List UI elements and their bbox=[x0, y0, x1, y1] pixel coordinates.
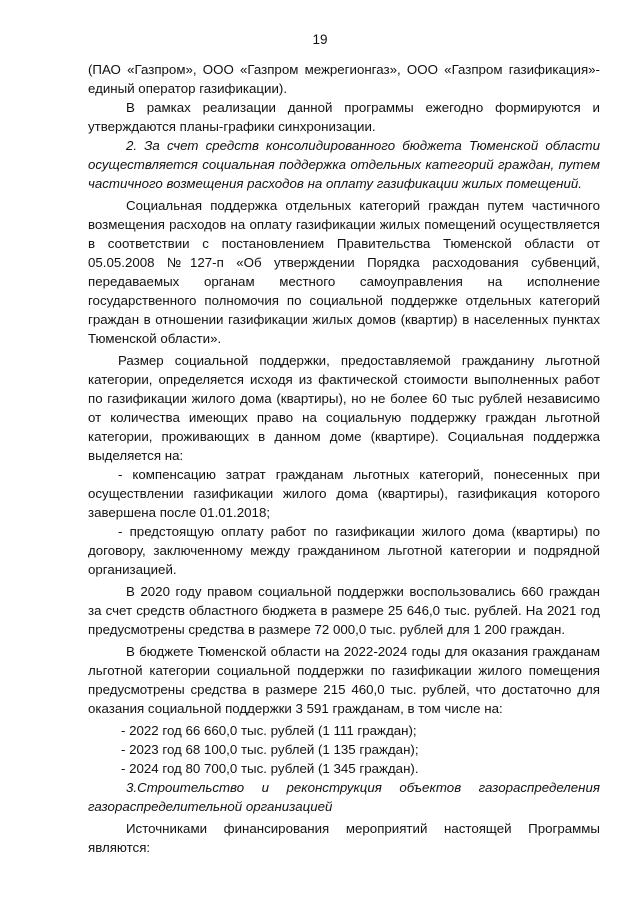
paragraph-legal-basis: Социальная поддержка отдельных категорий граждан путем частичного возмещения расходов на оплату газификации жилых помещений осуществляется в соответствии с постановлением Правительства Тюменской области от 05.05.2008 №127-п «Об утверждении Порядка расходования субвенций, передаваемых органам местного самоуправления на исполнение государственного полномочия по социальной поддержке отдельных категорий граждан в отношении газификации жилых домов (квартир) в населенных пунктах Тюменской области». bbox=[88, 198, 600, 346]
paragraph-2020-statistics: В 2020 году правом социальной поддержки воспользовались 660 граждан за счет средств областного бюджета в размере 25 646,0 тыс. рублей. На 2021 год предусмотрены средства в размере 72 000,0 тыс. рублей для 1 200 граждан. bbox=[88, 584, 600, 637]
list-item-2022: - 2022 год 66 660,0 тыс. рублей (1 111 граждан); bbox=[121, 723, 417, 738]
paragraph-section-3-heading: 3.Строительство и реконструкция объектов газораспределения газораспределительной организацией bbox=[88, 780, 600, 814]
paragraph-gazprom-list: (ПАО «Газпром», ООО «Газпром межрегионгаз», ООО «Газпром газификация»-единый оператор газификации). bbox=[88, 62, 600, 96]
list-item-2023: - 2023 год 68 100,0 тыс. рублей (1 135 граждан); bbox=[121, 742, 419, 757]
list-item-2024: - 2024 год 80 700,0 тыс. рублей (1 345 граждан). bbox=[121, 761, 419, 776]
paragraph-budget-2022-2024: В бюджете Тюменской области на 2022-2024 годы для оказания гражданам льготной категории социальной поддержки по газификации жилого помещения предусмотрены средства в размере 215 460,0 тыс. рублей, что достаточно для оказания социальной поддержки 3 591 гражданам, в том числе на: bbox=[88, 644, 600, 716]
paragraph-funding-sources: Источниками финансирования мероприятий настоящей Программы являются: bbox=[88, 821, 600, 855]
paragraph-section-2-heading: 2. За счет средств консолидированного бюджета Тюменской области осуществляется социальная поддержка отдельных категорий граждан, путем частичного возмещения расходов на оплату газификации жилых помещений. bbox=[88, 138, 600, 191]
paragraph-support-amount: Размер социальной поддержки, предоставляемой гражданину льготной категории, определяется исходя из фактической стоимости выполненных работ по газификации жилого дома (квартиры), но не более 60 тыс рублей независимо от количества имеющих право на социальную поддержку граждан льготной категории, проживающих в данном доме (квартире). Социальная поддержка выделяется на: bbox=[88, 353, 600, 463]
list-item-prepayment: - предстоящую оплату работ по газификации жилого дома (квартиры) по договору, заключенному между гражданином льготной категории и подрядной организацией. bbox=[88, 524, 600, 577]
document-body bbox=[88, 60, 600, 857]
paragraph-sync-plans: В рамках реализации данной программы ежегодно формируются и утверждаются планы-графики синхронизации. bbox=[88, 100, 600, 134]
page-number: 19 bbox=[312, 32, 328, 47]
list-item-compensation: - компенсацию затрат гражданам льготных категорий, понесенных при осуществлении газификации жилого дома (квартиры), газификация которого завершена после 01.01.2018; bbox=[88, 467, 600, 520]
